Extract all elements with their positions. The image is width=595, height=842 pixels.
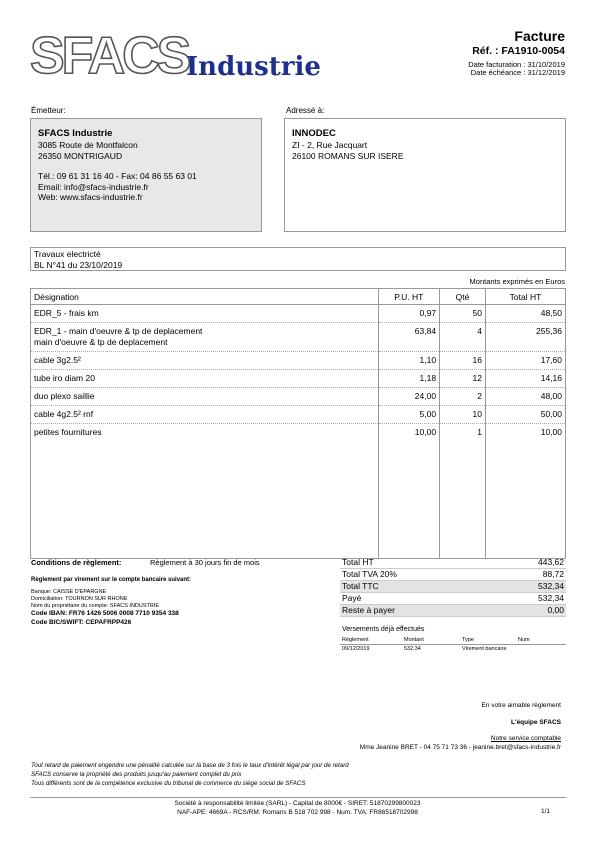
emitter-address2: 26350 MONTRIGAUD — [38, 150, 123, 161]
emitter-web: Web: www.sfacs-industrie.fr — [38, 192, 143, 202]
row-pu: 10,00 — [378, 424, 440, 559]
row-qte: 4 — [440, 323, 486, 352]
row-total: 17,60 — [485, 352, 565, 370]
header-pu: P.U. HT — [378, 289, 440, 305]
payments-header-num: Num — [516, 636, 566, 645]
row-designation: tube iro diam 20 — [31, 370, 379, 388]
invoice-date: Date facturation : 31/10/2019 — [468, 60, 565, 69]
row-designation: cable 4g2.5² rnf — [31, 406, 379, 424]
row-total: 14,16 — [485, 370, 565, 388]
table-row — [31, 388, 566, 406]
emitter-phone: Tél.: 09 61 31 16 40 - Fax: 04 86 55 63 01 — [38, 171, 197, 181]
total-value: 532,34 — [490, 593, 566, 605]
total-row — [340, 605, 566, 617]
row-detail: main d'oeuvre & tp de deplacement — [34, 337, 168, 347]
footnote: SFACS conserve la propriété des produits jusqu'au paiement complet du prix — [31, 771, 242, 778]
payment-type: Virement bancaire — [462, 646, 507, 652]
emitter-address1: 3085 Route de Montfalcon — [38, 140, 138, 150]
row-qte: 10 — [440, 406, 486, 424]
recipient-box — [284, 118, 566, 232]
total-label: Total HT — [340, 557, 490, 569]
subject-line1: Travaux electricté — [34, 249, 101, 259]
items-header-row — [31, 289, 566, 305]
payment-amount: 532,34 — [404, 646, 421, 652]
total-value: 532,34 — [490, 581, 566, 593]
payments-header-reglement: Règlement — [340, 636, 402, 645]
row-total: 48,00 — [485, 388, 565, 406]
row-designation-cell — [31, 323, 379, 352]
emitter-label: Émetteur: — [31, 106, 66, 115]
table-row — [31, 352, 566, 370]
payments-header-row — [340, 636, 566, 645]
row-designation: EDR_1 - main d'oeuvre & tp de deplacement — [34, 326, 203, 336]
emitter-box — [30, 118, 262, 232]
table-row — [31, 370, 566, 388]
row-qte: 12 — [440, 370, 486, 388]
closing-greeting: En votre aimable règlement — [481, 702, 561, 709]
row-pu: 1,10 — [378, 352, 440, 370]
invoice-ref: Réf. : FA1910-0054 — [472, 45, 565, 57]
footnote: Tout retard de paiement engendre une pénalité calculée sur la base de 3 fois le taux d'intérêt légal par jour de retard — [31, 762, 349, 769]
conditions-value: Règlement à 30 jours fin de mois — [150, 558, 260, 567]
table-row — [31, 424, 566, 559]
row-total: 255,36 — [485, 323, 565, 352]
total-row — [340, 569, 566, 581]
bank-name: Banque: CAISSE D'EPARGNE — [31, 589, 107, 595]
invoice-title: Facture — [514, 28, 565, 44]
bank-domiciliation: Domiciliation: TOURNON SUR RHONE — [31, 596, 128, 602]
total-row — [340, 557, 566, 569]
subject-line2: BL N°41 du 23/10/2019 — [34, 260, 123, 270]
legal-line2: NAF-APE: 4669A - RCS/RM: Romans B 518 702 998 - Num. TVA: FR86518702998 — [177, 809, 418, 816]
emitter-name: SFACS Industrie — [38, 128, 113, 139]
legal-line1: Société à responsabilité limitée (SARL) - Capital de 8000€ - SIRET: 51870299800023 — [174, 800, 421, 807]
emitter-email: Email: info@sfacs-industrie.fr — [38, 181, 149, 192]
table-row — [31, 305, 566, 323]
total-row — [340, 593, 566, 605]
payment-date: 09/12/2019 — [342, 646, 370, 652]
row-qte: 50 — [440, 305, 486, 323]
invoice-subject — [30, 247, 566, 271]
row-designation: petites fournitures — [31, 424, 379, 559]
row-designation: EDR_5 - frais km — [31, 305, 379, 323]
footer-divider — [30, 797, 566, 798]
recipient-address1: ZI - 2, Rue Jacquart — [292, 140, 368, 150]
row-pu: 63,84 — [378, 323, 440, 352]
row-qte: 1 — [440, 424, 486, 559]
payments-title: Versements déjà effectués — [342, 626, 425, 633]
total-value: 443,62 — [490, 557, 566, 569]
header-total: Total HT — [485, 289, 565, 305]
conditions-label: Conditions de règlement: — [31, 558, 122, 567]
closing-service: Notre service comptable — [490, 735, 561, 742]
bank-title: Règlement par virement sur le compte bancaire suivant: — [31, 577, 192, 583]
table-row — [340, 645, 566, 654]
payments-header-type: Type — [460, 636, 516, 645]
row-designation: duo plexo saillie — [31, 388, 379, 406]
row-qte: 16 — [440, 352, 486, 370]
header-qte: Qté — [440, 289, 486, 305]
table-row — [31, 406, 566, 424]
total-value: 88,72 — [490, 569, 566, 581]
row-pu: 0,97 — [378, 305, 440, 323]
payments-table — [340, 636, 566, 653]
total-label: Total TTC — [340, 581, 490, 593]
logo-brand: SFACS — [30, 27, 189, 85]
recipient-address2: 26100 ROMANS SUR ISERE — [292, 150, 404, 161]
footnote: Tous différents sont de la compétence exclusive du tribunal de commerce du siège social de SFACS — [31, 780, 306, 787]
totals-table — [340, 557, 566, 617]
currency-note: Montants exprimés en Euros — [469, 277, 565, 286]
recipient-label: Adressé à: — [286, 106, 325, 115]
row-total: 50,00 — [485, 406, 565, 424]
bank-owner: Nom du propriétaire du compte: SFACS INDUSTRIE — [31, 603, 160, 609]
row-pu: 1,18 — [378, 370, 440, 388]
row-total: 10,00 — [485, 424, 565, 559]
payments-header-montant: Montant — [402, 636, 460, 645]
total-row — [340, 581, 566, 593]
total-label: Total TVA 20% — [340, 569, 490, 581]
row-designation: cable 3g2.5² — [31, 352, 379, 370]
row-pu: 24,00 — [378, 388, 440, 406]
recipient-name: INNODEC — [292, 128, 336, 139]
bank-bic: Code BIC/SWIFT: CEPAFRPP426 — [31, 619, 132, 626]
payment-num — [516, 645, 566, 654]
row-total: 48,50 — [485, 305, 565, 323]
total-label: Payé — [340, 593, 490, 605]
items-table — [30, 288, 566, 559]
table-row — [31, 323, 566, 352]
row-pu: 5,00 — [378, 406, 440, 424]
row-qte: 2 — [440, 388, 486, 406]
closing-team: L'équipe SFACS — [511, 719, 561, 726]
page-number: 1/1 — [540, 808, 550, 815]
closing-contact: Mme Jeanine BRET - 04 75 71 73 36 - jeanine.bret@sfacs-industrie.fr — [359, 744, 561, 751]
invoice-due-date: Date échéance : 31/12/2019 — [470, 68, 565, 77]
bank-iban: Code IBAN: FR76 1426 5006 0008 7710 9354 338 — [31, 610, 179, 617]
logo-subtitle: Industrie — [186, 52, 321, 82]
total-label: Reste à payer — [340, 605, 490, 617]
total-value: 0,00 — [490, 605, 566, 617]
header-designation: Désignation — [31, 289, 379, 305]
